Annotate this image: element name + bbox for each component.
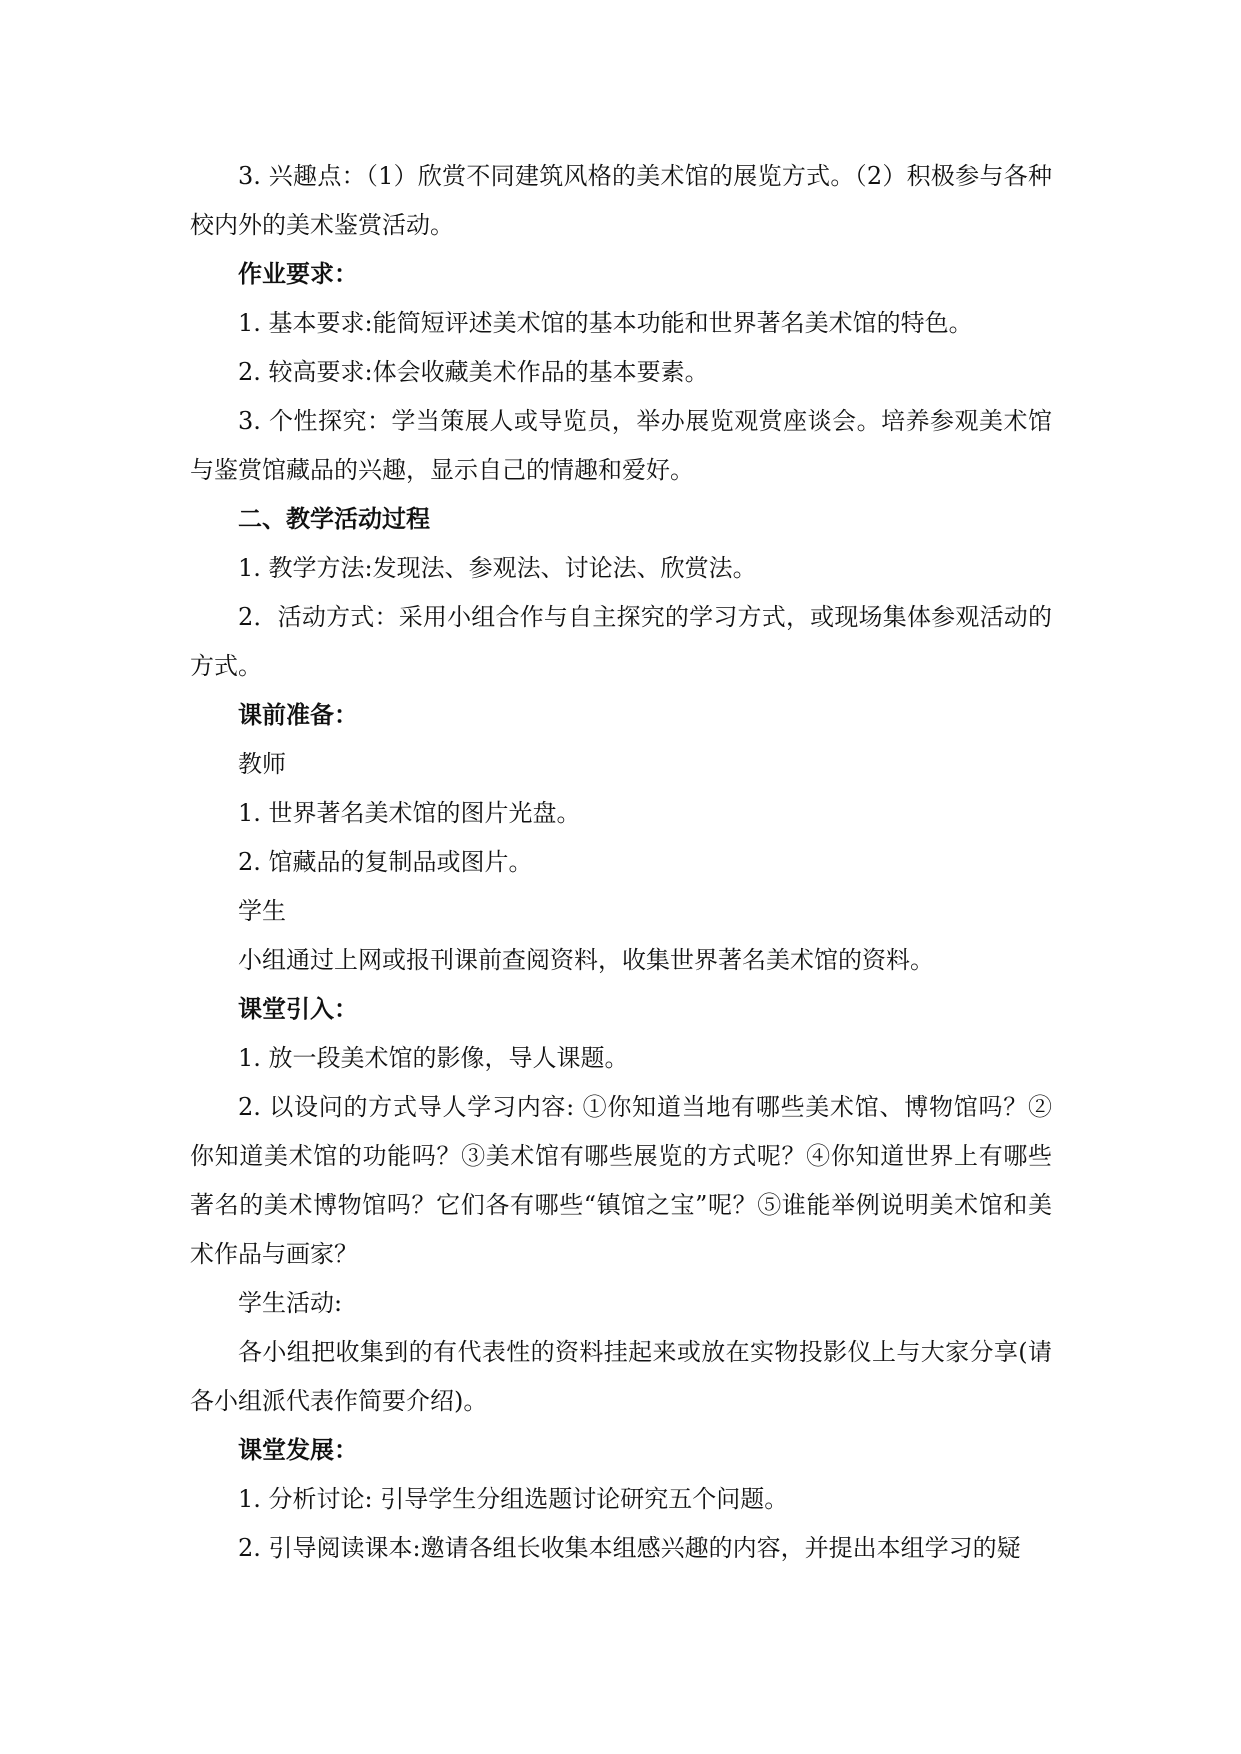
- heading-preparation: 课前准备：: [238, 701, 358, 729]
- paragraph-student-label: 学生: [238, 897, 286, 925]
- paragraph-teacher-item-1: 1. 世界著名美术馆的图片光盘。: [238, 799, 581, 827]
- heading-class-development: 课堂发展：: [238, 1436, 358, 1464]
- paragraph-student-activity-label: 学生活动:: [238, 1289, 343, 1317]
- paragraph-teaching-methods: 1. 教学方法:发现法、参观法、讨论法、欣赏法。: [238, 554, 757, 582]
- heading-class-intro: 课堂引入：: [238, 995, 358, 1023]
- paragraph-intro-item-1: 1. 放一段美术馆的影像，导人课题。: [238, 1044, 629, 1072]
- paragraph-teacher-item-2: 2. 馆藏品的复制品或图片。: [238, 848, 533, 876]
- paragraph-intro-item-2: 2. 以设问的方式导人学习内容: ①你知道当地有哪些美术馆、博物馆吗？②你知道美术馆的功能吗？③美术馆有哪些展览的方式呢？④你知道世界上有哪些著名的美术博物馆吗？它们各有哪些“镇馆之宝”呢？⑤谁能举例说明美术馆和美术作品与画家？: [190, 1093, 1052, 1268]
- document-body: [190, 152, 1052, 1573]
- paragraph-student-activity: 各小组把收集到的有代表性的资料挂起来或放在实物投影仪上与大家分享(请各小组派代表作简要介绍)。: [190, 1338, 1052, 1415]
- paragraph-interest-points: 3. 兴趣点：（1）欣赏不同建筑风格的美术馆的展览方式。（2）积极参与各种校内外的美术鉴赏活动。: [190, 162, 1052, 239]
- paragraph-activity-format: 2．活动方式：采用小组合作与自主探究的学习方式，或现场集体参观活动的方式。: [190, 603, 1052, 680]
- paragraph-higher-requirement: 2. 较高要求:体会收藏美术作品的基本要素。: [238, 358, 709, 386]
- paragraph-teacher-label: 教师: [238, 750, 286, 778]
- paragraph-basic-requirement: 1. 基本要求:能简短评述美术馆的基本功能和世界著名美术馆的特色。: [238, 309, 973, 337]
- heading-homework-requirements: 作业要求：: [238, 260, 358, 288]
- paragraph-personal-inquiry: 3. 个性探究：学当策展人或导览员，举办展览观赏座谈会。培养参观美术馆与鉴赏馆藏品的兴趣，显示自己的情趣和爱好。: [190, 407, 1052, 484]
- paragraph-dev-item-2: 2. 引导阅读课本:邀请各组长收集本组感兴趣的内容，并提出本组学习的疑: [238, 1534, 1021, 1562]
- paragraph-dev-item-1: 1. 分析讨论: 引导学生分组选题讨论研究五个问题。: [238, 1485, 789, 1513]
- heading-teaching-process: 二、教学活动过程: [238, 505, 430, 533]
- paragraph-student-item: 小组通过上网或报刊课前查阅资料，收集世界著名美术馆的资料。: [238, 946, 934, 974]
